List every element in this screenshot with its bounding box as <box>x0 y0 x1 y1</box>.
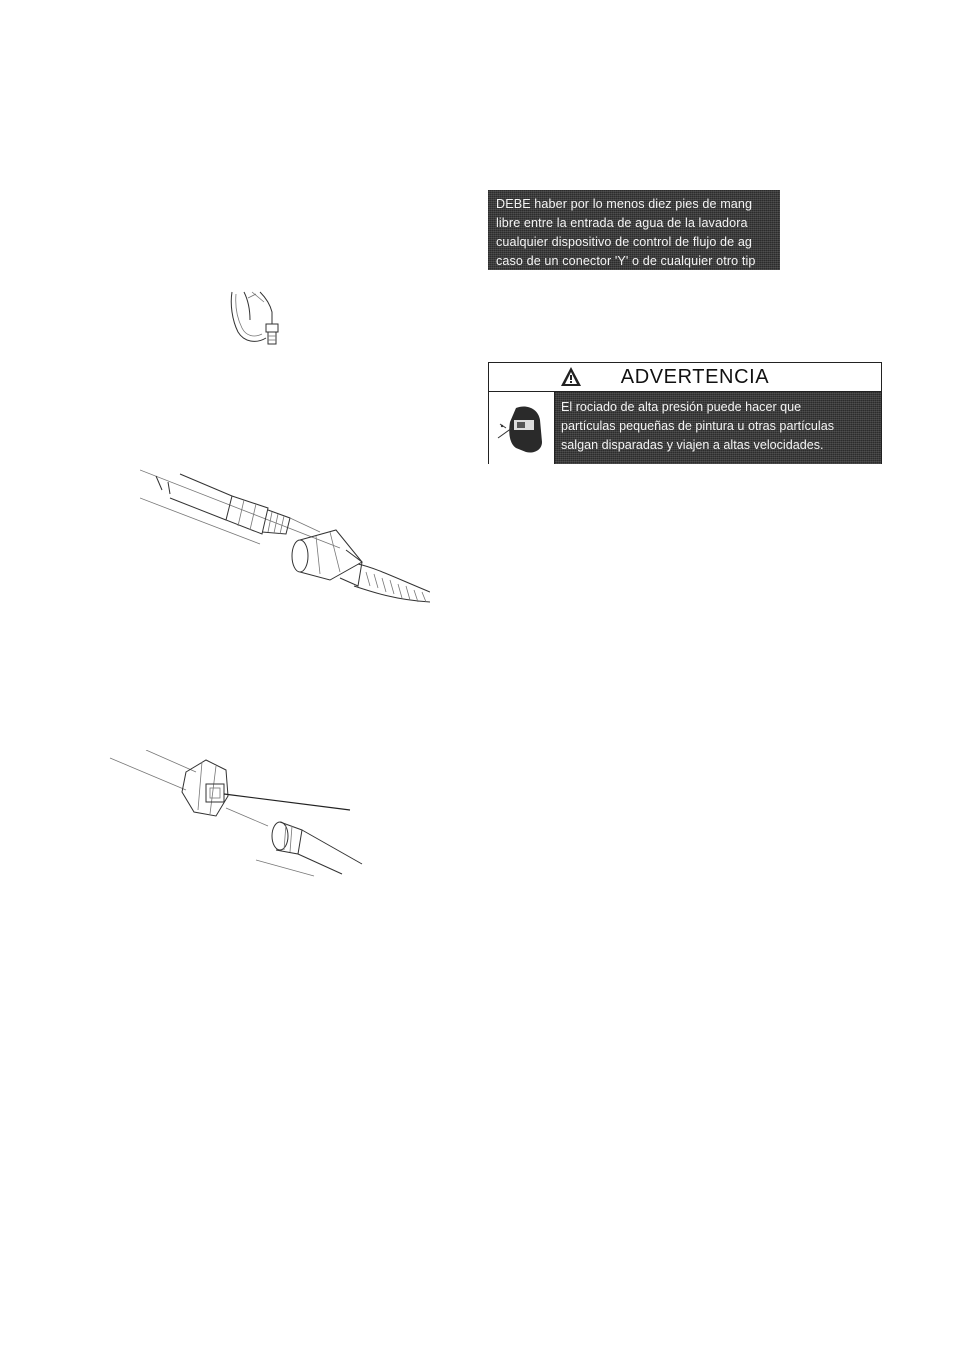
eye-protection-icon <box>489 392 555 464</box>
warning-line: partículas pequeñas de pintura u otras partículas <box>561 419 835 433</box>
quick-connect-illustration <box>106 750 376 880</box>
warning-title: ADVERTENCIA <box>620 365 770 388</box>
notice-line: cualquier dispositivo de control de flujo de ag <box>496 235 753 249</box>
notice-line: caso de un conector 'Y' o de cualquier otro tip <box>496 254 756 268</box>
notice-line: DEBE haber por lo menos diez pies de mang <box>496 197 753 211</box>
warning-header <box>489 363 881 392</box>
warning-line: salgan disparadas y viajen a altas velocidades. <box>561 438 824 452</box>
warning-triangle-icon <box>560 366 582 387</box>
warning-text <box>555 392 881 464</box>
spray-gun-illustration <box>226 290 296 350</box>
warning-line: El rociado de alta presión puede hacer que <box>561 400 802 414</box>
warning-label <box>488 362 882 464</box>
warning-body <box>489 392 881 464</box>
notice-line: libre entre la entrada de agua de la lavadora <box>496 216 748 230</box>
hose-connection-illustration <box>140 468 430 608</box>
hose-length-notice <box>488 190 780 270</box>
